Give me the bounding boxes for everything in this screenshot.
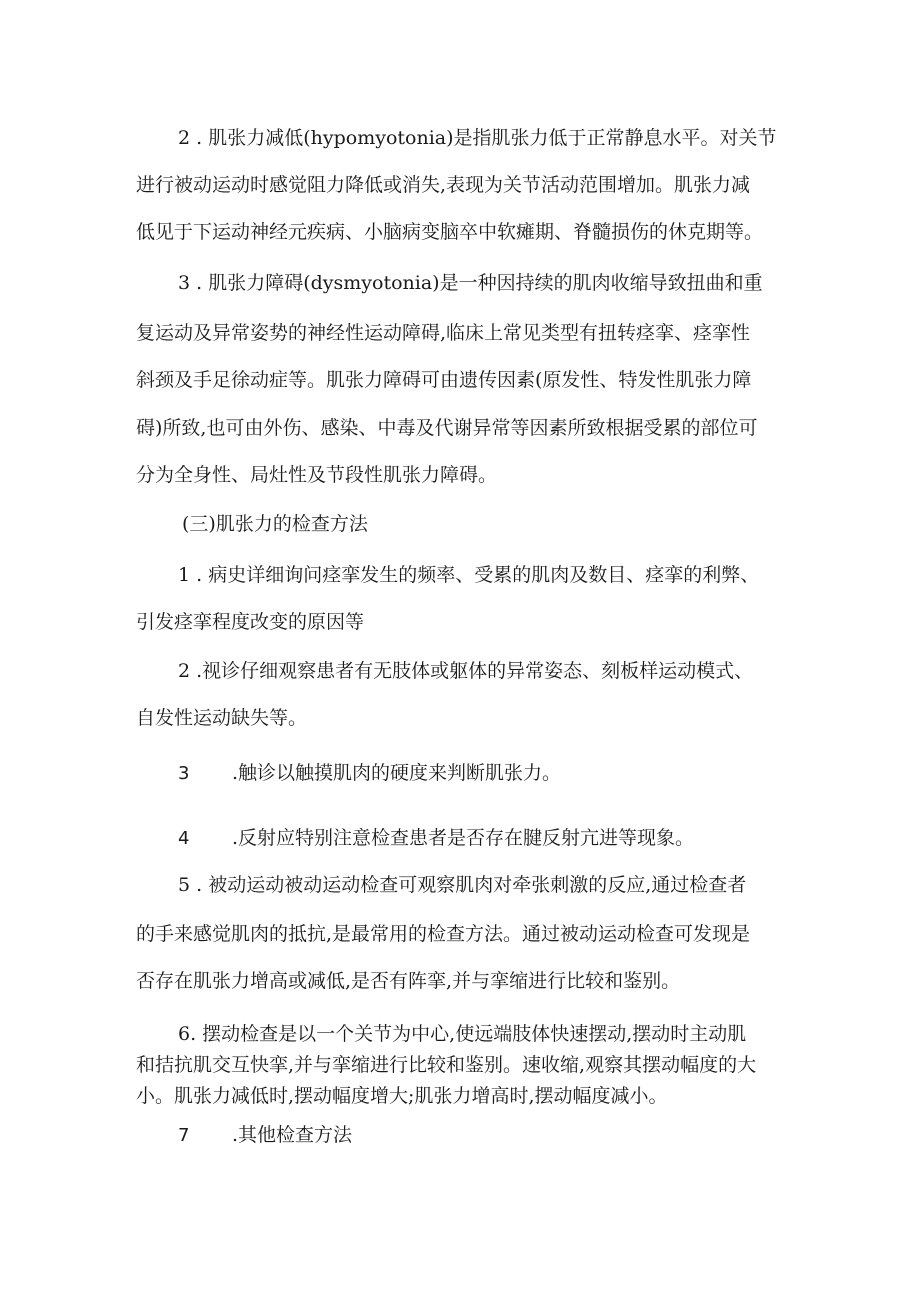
list-item xyxy=(178,826,796,851)
section-heading: (三)肌张力的检查方法 xyxy=(182,513,368,535)
list-item xyxy=(178,761,796,786)
paragraph-line: 5 . 被动运动被动运动检查可观察肌肉对牵张刺激的反应,通过检查者 xyxy=(178,874,747,896)
item-number: 7 xyxy=(178,1125,190,1146)
paragraph-line: 引发痉挛程度改变的原因等 xyxy=(136,611,365,633)
paragraph-line: 小。肌张力减低时,摆动幅度增大;肌张力增高时,摆动幅度减小。 xyxy=(136,1085,668,1107)
item-text: .其他检查方法 xyxy=(232,1124,353,1146)
paragraph-line: 3 . 肌张力障碍(dysmyotonia)是一种因持续的肌肉收缩导致扭曲和重 xyxy=(178,272,763,294)
paragraph-line: 否存在肌张力增高或减低,是否有阵挛,并与挛缩进行比较和鉴别。 xyxy=(136,970,681,992)
paragraph-line: 进行被动运动时感觉阻力降低或消失,表现为关节活动范围增加。肌张力减 xyxy=(136,174,751,196)
item-number: 3 xyxy=(178,763,190,784)
paragraph-line: 1 . 病史详细询问痉挛发生的频率、受累的肌肉及数目、痉挛的利弊、 xyxy=(178,564,760,586)
paragraph-line: 2 . 肌张力减低(hypomyotonia)是指肌张力低于正常静息水平。对关节 xyxy=(178,127,777,149)
paragraph-line: 的手来感觉肌肉的抵抗,是最常用的检查方法。通过被动运动检查可发现是 xyxy=(136,923,751,945)
paragraph-line: 斜颈及手足徐动症等。肌张力障碍可由遗传因素(原发性、特发性肌张力障 xyxy=(136,369,752,391)
paragraph-line: 和拮抗肌交互快挛,并与挛缩进行比较和鉴别。速收缩,观察其摆动幅度的大 xyxy=(136,1054,757,1076)
paragraph-line: 碍)所致,也可由外伤、感染、中毒及代谢异常等因素所致根据受累的部位可 xyxy=(136,417,758,439)
item-text: .反射应特别注意检查患者是否存在腱反射亢进等现象。 xyxy=(232,827,695,849)
paragraph-line: 低见于下运动神经元疾病、小脑病变脑卒中软瘫期、脊髓损伤的休克期等。 xyxy=(136,221,764,243)
paragraph-line: 6. 摆动检查是以一个关节为中心,使远端肢体快速摆动,摆动时主动肌 xyxy=(178,1023,747,1045)
paragraph-line: 分为全身性、局灶性及节段性肌张力障碍。 xyxy=(136,464,498,486)
item-number: 4 xyxy=(178,828,190,849)
item-text: .触诊以触摸肌肉的硬度来判断肌张力。 xyxy=(232,762,562,784)
paragraph-line: 2 .视诊仔细观察患者有无肢体或躯体的异常姿态、刻板样运动模式、 xyxy=(178,660,754,682)
paragraph-line: 自发性运动缺失等。 xyxy=(136,707,308,729)
paragraph-line: 复运动及异常姿势的神经性运动障碍,临床上常见类型有扭转痉挛、痉挛性 xyxy=(136,322,751,344)
list-item xyxy=(178,1123,796,1148)
